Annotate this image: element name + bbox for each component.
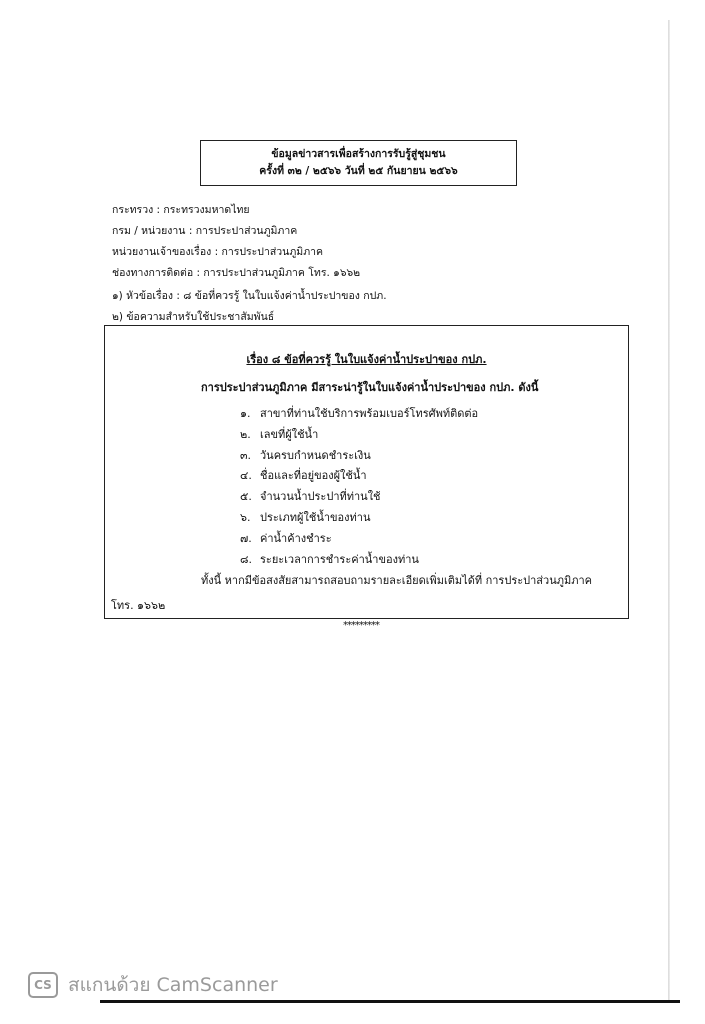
header-title: ข้อมูลข่าวสารเพื่อสร้างการรับรู้สู่ชุมชน	[271, 148, 446, 160]
facts-list	[240, 404, 478, 570]
list-item	[240, 550, 478, 571]
list-item-text: สาขาที่ท่านใช้บริการพร้อมเบอร์โทรศัพท์ติดต่อ	[260, 407, 479, 420]
list-item-text: จำนวนน้ำประปาที่ท่านใช้	[260, 490, 381, 504]
content-footer-phone: โทร. ๑๖๖๒	[111, 599, 166, 612]
list-item-number: ๑.	[240, 407, 251, 420]
camscanner-watermark	[28, 970, 278, 1000]
meta-contact: ช่องทางการติดต่อ : การประปาส่วนภูมิภาค โทร. ๑๖๖๒	[112, 267, 361, 279]
list-item-number: ๗.	[240, 531, 252, 545]
camscanner-logo-icon: CS	[28, 972, 58, 998]
content-intro: การประปาส่วนภูมิภาค มีสาระน่ารู้ในใบแจ้งค่าน้ำประปาของ กปภ. ดังนี้	[201, 381, 539, 394]
header-issue-date: ครั้งที่ ๓๒ / ๒๕๖๖ วันที่ ๒๕ กันยายน ๒๕๖๖	[259, 165, 458, 177]
list-item-text: ค่าน้ำค้างชำระ	[260, 531, 332, 545]
content-footer: ทั้งนี้ หากมีข้อสงสัยสามารถสอบถามรายละเอียดเพิ่มเติมได้ที่ การประปาส่วนภูมิภาค	[201, 574, 592, 587]
meta-pr-label: ๒) ข้อความสำหรับใช้ประชาสัมพันธ์	[112, 311, 275, 323]
list-item	[240, 529, 478, 550]
page-edge-shadow	[668, 20, 670, 1000]
meta-owner: หน่วยงานเจ้าของเรื่อง : การประปาส่วนภูมิภาค	[112, 246, 324, 258]
page-edge-bottom	[100, 1000, 680, 1003]
content-box	[104, 325, 629, 619]
list-item	[240, 508, 478, 529]
meta-department: กรม / หน่วยงาน : การประปาส่วนภูมิภาค	[112, 225, 298, 237]
list-item	[240, 446, 478, 467]
list-item-number: ๒.	[240, 427, 251, 441]
list-item-number: ๓.	[240, 448, 252, 462]
list-item-text: ระยะเวลาการชำระค่าน้ำของท่าน	[260, 552, 419, 566]
list-item-number: ๘.	[240, 552, 252, 566]
end-mark: *********	[343, 620, 379, 631]
list-item	[240, 487, 478, 508]
list-item-number: ๖.	[240, 510, 251, 524]
list-item-number: ๕.	[240, 490, 252, 504]
list-item	[240, 466, 478, 487]
meta-ministry: กระทรวง : กระทรวงมหาดไทย	[112, 204, 250, 216]
meta-topic: ๑) หัวข้อเรื่อง : ๘ ข้อที่ควรรู้ ในใบแจ้งค่าน้ำประปาของ กปภ.	[112, 290, 387, 302]
list-item-number: ๔.	[240, 469, 252, 483]
header-box	[200, 140, 517, 186]
list-item-text: เลขที่ผู้ใช้น้ำ	[260, 427, 319, 441]
list-item-text: ชื่อและที่อยู่ของผู้ใช้น้ำ	[260, 469, 367, 483]
content-title: เรื่อง ๘ ข้อที่ควรรู้ ในใบแจ้งค่าน้ำประปาของ กปภ.	[246, 353, 487, 366]
list-item	[240, 425, 478, 446]
list-item	[240, 404, 478, 425]
watermark-text: สแกนด้วย CamScanner	[68, 974, 278, 996]
list-item-text: ประเภทผู้ใช้น้ำของท่าน	[260, 510, 371, 524]
list-item-text: วันครบกำหนดชำระเงิน	[260, 448, 371, 462]
